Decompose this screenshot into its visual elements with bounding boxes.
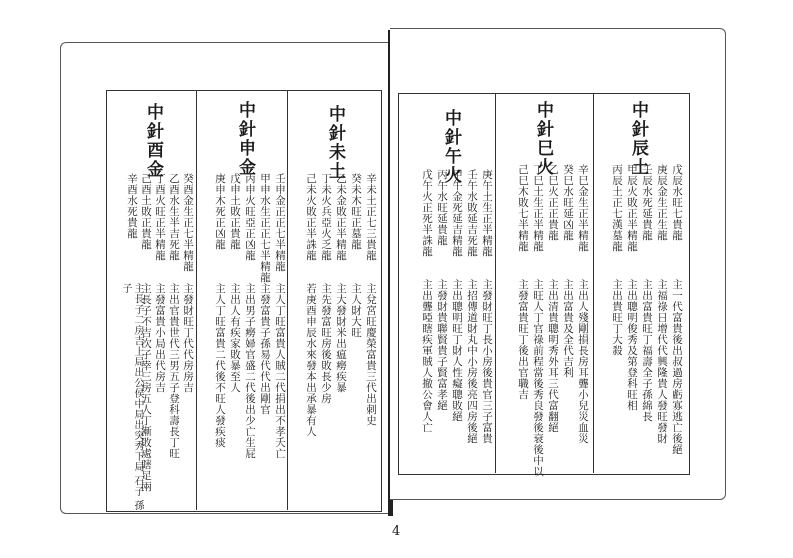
note-entry: 主發富貴子孫易代代出剛官 [259,283,271,415]
note-entry: 主出聰明旺丁財人性癡聰敗絕 [451,279,463,422]
mount-entry: 庚申木死正凶龍 [214,173,226,250]
column-divider [196,90,197,510]
mount-entry: 辛酉水死貴龍 [126,173,138,239]
section-heading: 中針酉金 [143,103,163,179]
mount-entry: 己酉土敗正貴龍 [140,173,152,250]
note-entry: 主出聾啞瞎疾軍賊人撤公會人亡 [421,279,433,433]
mount-entry: 甲申水生正正七半精龍 [259,173,271,283]
note-entry: 主人丁旺富貴二代後不旺人發疾痰 [214,283,226,448]
mount-entry: 乙未金敗正半精龍 [335,173,347,261]
left-page [60,42,391,514]
note-entry: 主一代富貴後出叔過房虧寡逃亡後絕 [671,279,683,455]
mount-entry: 癸酉金生正七半精龍 [182,173,194,272]
mount-entry: 辛巳金生正半精龍 [577,164,589,252]
note-entry: 主兌宮旺慶榮富貴三代出刺史 [365,283,377,426]
note-entry: 主出官貴世代三男五子登科壽長丁旺 [168,283,180,459]
note-entry: 主發財貴聯賢貴子賢富孝絕 [436,279,448,411]
mount-entry: 癸巳水旺延凶龍 [562,164,574,241]
mount-entry: 丁酉火旺正半精龍 [154,173,166,261]
mount-entry: 己未火敗正半誅龍 [305,173,317,261]
column-divider [495,93,496,473]
note-entry: 若庚酉申辰水來發本出承暴有人 [305,283,317,437]
mount-entry: 乙酉水生半吉死龍 [168,173,180,261]
note-entry: 主出男子癆婦官盛二代後出少亡生屁 [244,283,256,459]
column-divider [593,93,594,473]
note-entry: 主出人有疾家敗暴至人 [229,283,241,393]
mount-entry: 癸未木旺正墓龍 [350,173,362,250]
mount-entry: 壬午水敗延吉死龍 [466,169,478,257]
note-entry: 主發富貴旺丁後出官職吉 [517,279,529,400]
note-entry: 主福祿日增代代興隆貴人發旺發財 [656,279,668,444]
note-entry: 主長子二房吉上局出公侯中局出突秀下局 石子 孫子 [120,283,143,511]
note-entry: 主招傳道財丸中小房後亮四房後絕 [466,279,478,444]
mount-entry: 丙申火旺亞正凶龍 [244,173,256,261]
mount-entry: 丁未火兵亞火乏龍 [320,173,332,261]
note-entry: 主發富貴小局出代房吉 [154,283,166,393]
mount-entry: 戊申土敗正貴龍 [229,173,241,250]
mount-entry: 丁巳土生正半精龍 [532,164,544,252]
mount-entry: 丙辰土正七漢墓龍 [611,164,623,252]
page-number: 4 [392,524,401,539]
mount-entry: 戊辰水旺七貴龍 [671,164,683,241]
note-entry: 主人丁旺富貴人賊二代捐出不孝夭亡 [274,283,286,459]
note-entry: 主人財大旺 [350,283,362,338]
mount-entry: 壬辰水死延貴龍 [641,164,653,241]
section-heading: 中針辰土 [628,101,648,177]
note-entry: 主旺人丁官祿前程當後秀良發後衰後中以 [532,279,544,477]
mount-entry: 戊午火正死半誅龍 [421,169,433,257]
note-entry: 主先發富旺房後敗長少房 [320,283,332,404]
right-page [390,28,726,500]
section-heading: 中針巳火 [533,101,553,177]
note-entry: 主發財旺丁長小房後貴官三子富貴 [481,279,493,444]
mount-entry: 辛未土正七三貴龍 [365,173,377,261]
note-entry: 主大發財米出瘟癆疾暴 [335,283,347,393]
mount-entry: 甲午金死延吉精龍 [451,169,463,257]
mount-entry: 己巳木敗七半精龍 [517,164,529,252]
section-heading: 中針申金 [235,101,255,177]
column-divider [287,90,288,510]
note-entry: 主出富貴及全代吉利 [562,279,574,378]
note-entry: 主出貴旺丁大殺 [611,279,623,356]
mount-entry: 乙巳火正正貴龍 [547,164,559,241]
mount-entry: 甲辰火敗正半精龍 [626,164,638,252]
mount-entry: 丙午水旺延貴龍 [436,169,448,246]
mount-entry: 庚午土生正半精龍 [481,169,493,257]
mount-entry: 壬申金正正七半精龍 [274,173,286,272]
section-heading: 中針未土 [325,105,345,181]
note-entry: 主出聰明俊秀及第登科旺相 [626,279,638,411]
note-entry: 主出人殘剛損長房耳聾小兒災血災 [577,279,589,444]
mount-entry: 庚辰金生正生龍 [656,164,668,241]
note-entry: 主出富貴旺丁福壽全子孫綿長 [641,279,653,422]
note-entry: 主長子不吉次子幸三房五人丁漸敗處瞎足兩 [140,283,152,492]
note-entry: 主發財旺丁代代房房吉 [182,283,194,393]
section-heading: 中針午火 [441,109,461,185]
note-entry: 主出清貴聰明秀外耳三代富翻絕 [547,279,559,433]
